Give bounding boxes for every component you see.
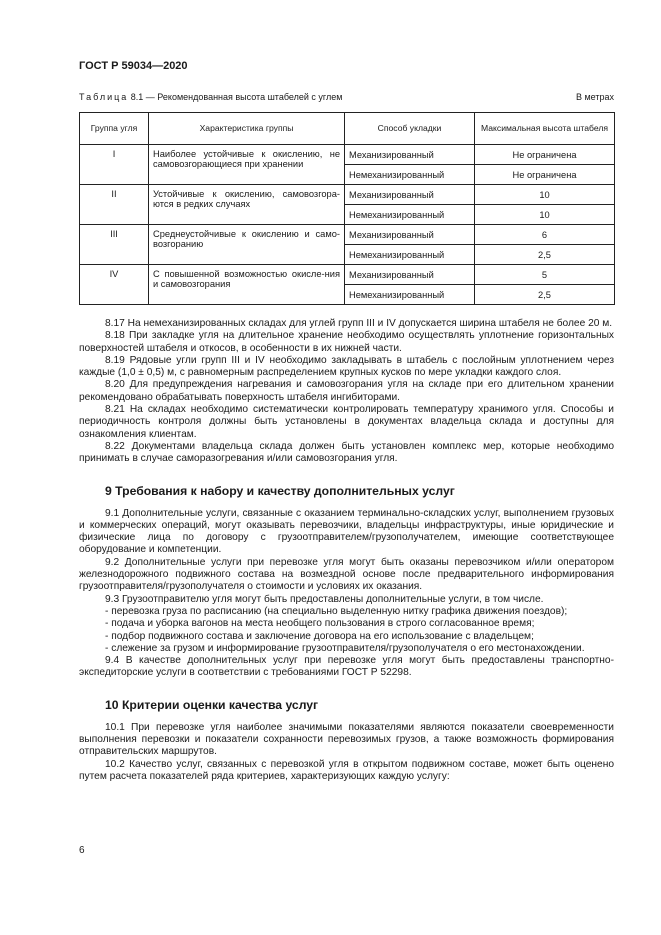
table-caption-prefix: Таблица	[79, 92, 129, 102]
list-item: - перевозка груза по расписанию (на специально выделенную нитку графика движения поездов);	[105, 605, 568, 617]
section-heading: 9 Требования к набору и качеству дополнительных услуг	[105, 483, 455, 498]
group-cell: III	[80, 225, 149, 265]
method-cell: Механизированный	[345, 225, 475, 245]
table-caption-text: 8.1 — Рекомендованная высота штабелей с углем	[128, 92, 343, 102]
group-description-cell: С повышенной возможностью окисле-ния и самовозгорания	[149, 265, 345, 305]
group-cell: II	[80, 185, 149, 225]
height-cell: 6	[475, 225, 615, 245]
table-row	[80, 185, 615, 205]
paragraph: 8.21 На складах необходимо систематически контролировать температуру хранимого угля. Способы и периодичность контроля должны быть установлены в документах владельца склада и доступны для ознакомления клиентам.	[79, 404, 614, 440]
body-text	[79, 318, 614, 783]
column-header: Характеристика группы	[149, 113, 345, 145]
method-cell: Механизированный	[345, 145, 475, 165]
method-cell: Немеханизированный	[345, 245, 475, 265]
column-header: Группа угля	[80, 113, 149, 145]
paragraph: 9.1 Дополнительные услуги, связанные с оказанием терминально-складских услуг, выполнением грузовых и коммерческих операций, могут оказывать перевозчики, владельцы инфраструктуры, иные юридические и физические лица по договору с грузоотправителем/грузополучателем, имеющие соответствующее оборудование и компетенции.	[79, 507, 614, 556]
page-number: 6	[79, 845, 85, 856]
table-row	[80, 265, 615, 285]
table-units: В метрах	[575, 92, 614, 102]
method-cell: Немеханизированный	[345, 285, 475, 305]
group-description-cell: Наиболее устойчивые к окислению, не самовозгорающиеся при хранении	[149, 145, 345, 185]
method-cell: Механизированный	[345, 185, 475, 205]
paragraph: 10.1 При перевозке угля наиболее значимыми показателями являются показатели своевременности выполнения перевозки и показатели сохранности перевозимых грузов, а также возможность формирования отправительских маршрутов.	[79, 721, 614, 758]
document-header: ГОСТ Р 59034—2020	[79, 60, 188, 72]
stack-height-table	[79, 112, 615, 305]
method-cell: Немеханизированный	[345, 165, 475, 185]
table-caption	[79, 92, 614, 102]
list-item: - подача и уборка вагонов на места необщего пользования в строго согласованное время;	[105, 618, 535, 630]
paragraph: 8.19 Рядовые угли групп III и IV необходимо закладывать в штабель с послойным уплотнением через каждые (1,0 ± 0,5) м, с равномерным распределением крупных кусков по мере укладки каждого слоя.	[79, 354, 614, 379]
height-cell: Не ограничена	[475, 165, 615, 185]
height-cell: 10	[475, 185, 615, 205]
height-cell: 10	[475, 205, 615, 225]
table-header-row	[80, 113, 615, 145]
paragraph: 8.20 Для предупреждения нагревания и самовозгорания угля на складе при его длительном хранении рекомендовано обрабатывать поверхность штабеля ингибиторами.	[79, 379, 614, 403]
height-cell: 5	[475, 265, 615, 285]
height-cell: 2,5	[475, 285, 615, 305]
list-item: - подбор подвижного состава и заключение договора на его использование с владельцем;	[105, 630, 534, 642]
group-cell: IV	[80, 265, 149, 305]
paragraph: 8.18 При закладке угля на длительное хранение необходимо осуществлять уплотнение горизонтальных поверхностей штабеля и откосов, в особенности в их нижней части.	[79, 330, 614, 354]
paragraph: 8.17 На немеханизированных складах для углей групп III и IV допускается ширина штабеля не более 20 м.	[105, 318, 613, 329]
paragraph: 9.4 В качестве дополнительных услуг при перевозке угля могут быть предоставлены транспортно-экспедиторские услуги в соответствии с требованиями ГОСТ Р 52298.	[79, 655, 614, 679]
column-header: Способ укладки	[345, 113, 475, 145]
paragraph: 10.2 Качество услуг, связанных с перевозкой угля в открытом подвижном составе, может быть оценено путем расчета показателей ряда критериев, характеризующих каждую услугу:	[79, 758, 614, 782]
paragraph: 8.22 Документами владельца склада должен быть установлен комплекс мер, которые необходимо принимать в случае саморазогревания и/или самовозгорания угля.	[79, 440, 614, 465]
method-cell: Немеханизированный	[345, 205, 475, 225]
height-cell: Не ограничена	[475, 145, 615, 165]
group-description-cell: Среднеустойчивые к окислению и само-возгоранию	[149, 225, 345, 265]
group-description-cell: Устойчивые к окислению, самовозгора-ются в редких случаях	[149, 185, 345, 225]
paragraph: 9.2 Дополнительные услуги при перевозке угля могут быть оказаны перевозчиком и/или оператором железнодорожного подвижного состава на возмездной основе после предварительного информирования грузоотправителя/грузополучателя о стоимости и условиях их оказания.	[79, 556, 614, 593]
table-row	[80, 225, 615, 245]
height-cell: 2,5	[475, 245, 615, 265]
table-row	[80, 145, 615, 165]
section-heading: 10 Критерии оценки качества услуг	[105, 697, 319, 712]
method-cell: Механизированный	[345, 265, 475, 285]
column-header: Максимальная высота штабеля	[475, 113, 615, 145]
group-cell: I	[80, 145, 149, 185]
paragraph: 9.3 Грузоотправителю угля могут быть предоставлены дополнительные услуги, в том числе.	[105, 593, 544, 605]
list-item: - слежение за грузом и информирование грузоотправителя/грузополучателя о его местонахождении.	[105, 642, 585, 654]
